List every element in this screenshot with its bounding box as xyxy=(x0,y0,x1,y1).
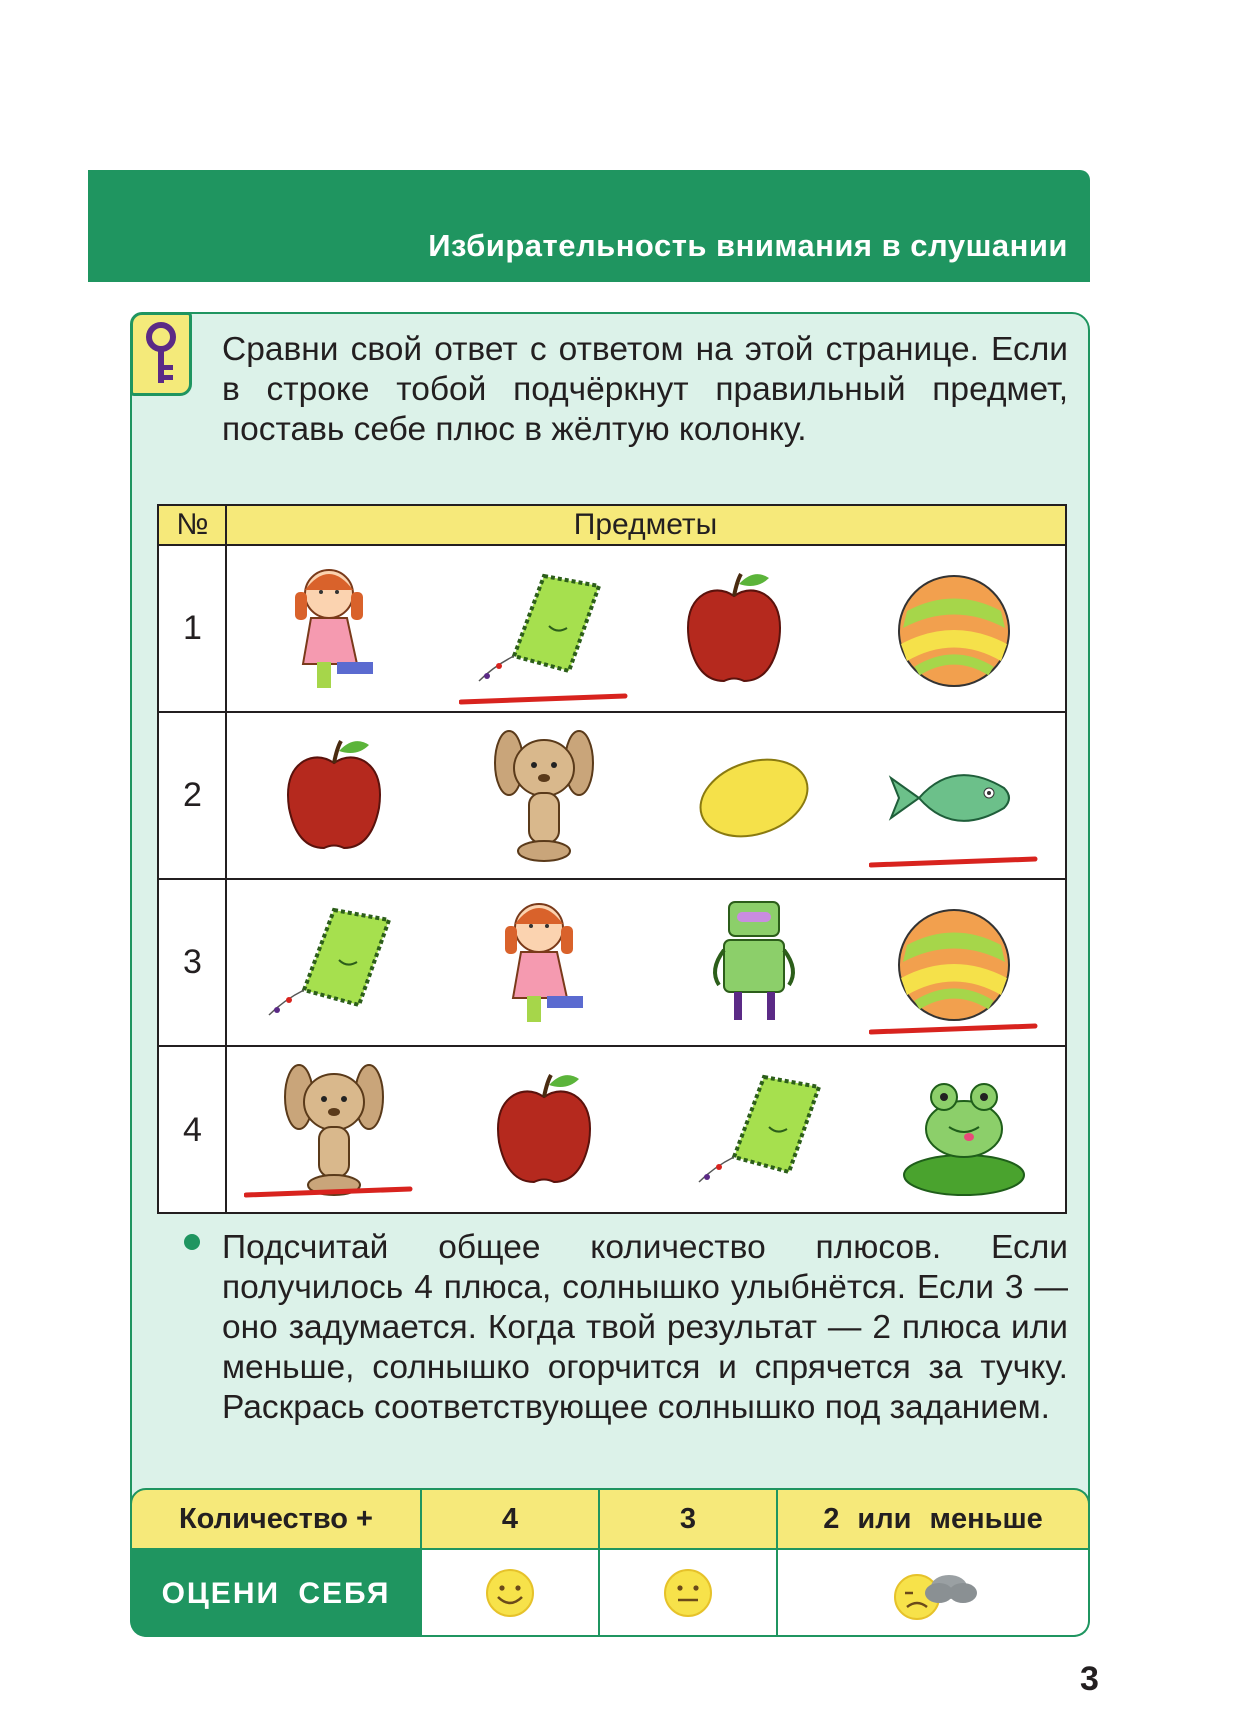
key-icon xyxy=(133,315,189,393)
header-bar xyxy=(88,170,1090,282)
apple-icon xyxy=(469,1057,619,1207)
score-col-3: 3 xyxy=(600,1488,778,1550)
face-cell xyxy=(778,1550,1090,1637)
self-assessment-table xyxy=(130,1488,1090,1637)
frog-icon xyxy=(889,1057,1039,1207)
lemon-icon xyxy=(679,723,829,873)
kite-icon xyxy=(249,890,399,1040)
row-number: 1 xyxy=(183,609,202,647)
bullet-icon xyxy=(184,1234,200,1250)
fish-icon xyxy=(879,723,1029,873)
face-cell xyxy=(600,1550,778,1637)
items-table xyxy=(157,504,1067,1214)
answer-underline xyxy=(459,692,629,706)
answer-underline xyxy=(869,1022,1039,1036)
robot-icon xyxy=(679,890,829,1040)
answer-underline xyxy=(869,855,1039,869)
rate-yourself-label: ОЦЕНИ СЕБЯ xyxy=(130,1550,422,1637)
count-label: Количество + xyxy=(130,1488,422,1550)
ball-icon xyxy=(879,890,1029,1040)
apple-icon xyxy=(259,723,409,873)
row-number: 3 xyxy=(183,943,202,981)
doll-icon xyxy=(259,556,409,706)
page-number: 3 xyxy=(1080,1660,1099,1698)
sad-sun-cloud-icon[interactable] xyxy=(883,1563,983,1623)
ball-icon xyxy=(879,556,1029,706)
table-body xyxy=(159,546,1065,1212)
neutral-sun-icon[interactable] xyxy=(662,1567,714,1619)
key-badge xyxy=(130,312,192,396)
row-number: 4 xyxy=(183,1111,202,1149)
kite-icon xyxy=(459,556,609,706)
happy-sun-icon[interactable] xyxy=(484,1567,536,1619)
row-number: 2 xyxy=(183,776,202,814)
col-number-header: № xyxy=(159,506,226,546)
face-cell xyxy=(422,1550,600,1637)
answer-underline xyxy=(244,1185,414,1199)
score-col-2-or-less: 2 или меньше xyxy=(778,1488,1090,1550)
page-title: Избирательность внимания в слушании xyxy=(428,228,1068,263)
intro-text: Сравни свой ответ с ответом на этой странице. Если в строке тобой подчёркнут правильный предмет, поставь себе плюс в жёлтую колонку. xyxy=(222,331,1068,448)
kite-icon xyxy=(679,1057,829,1207)
score-col-4: 4 xyxy=(422,1488,600,1550)
col-items-header: Предметы xyxy=(226,506,1065,546)
table-row xyxy=(159,713,1065,880)
apple-icon xyxy=(659,556,809,706)
table-row xyxy=(159,546,1065,713)
doll-icon xyxy=(469,890,619,1040)
table-row xyxy=(159,880,1065,1047)
dog-icon xyxy=(469,723,619,873)
summary-text: Подсчитай общее количество плюсов. Если получилось 4 плюса, солнышко улыбнётся. Если 3 — оно задумается. Когда твой результат — 2 плюса или меньше, солнышко огорчится и спрячется за тучку. Раскрась соответствующее солнышко под заданием. xyxy=(222,1229,1068,1426)
table-row xyxy=(159,1047,1065,1214)
